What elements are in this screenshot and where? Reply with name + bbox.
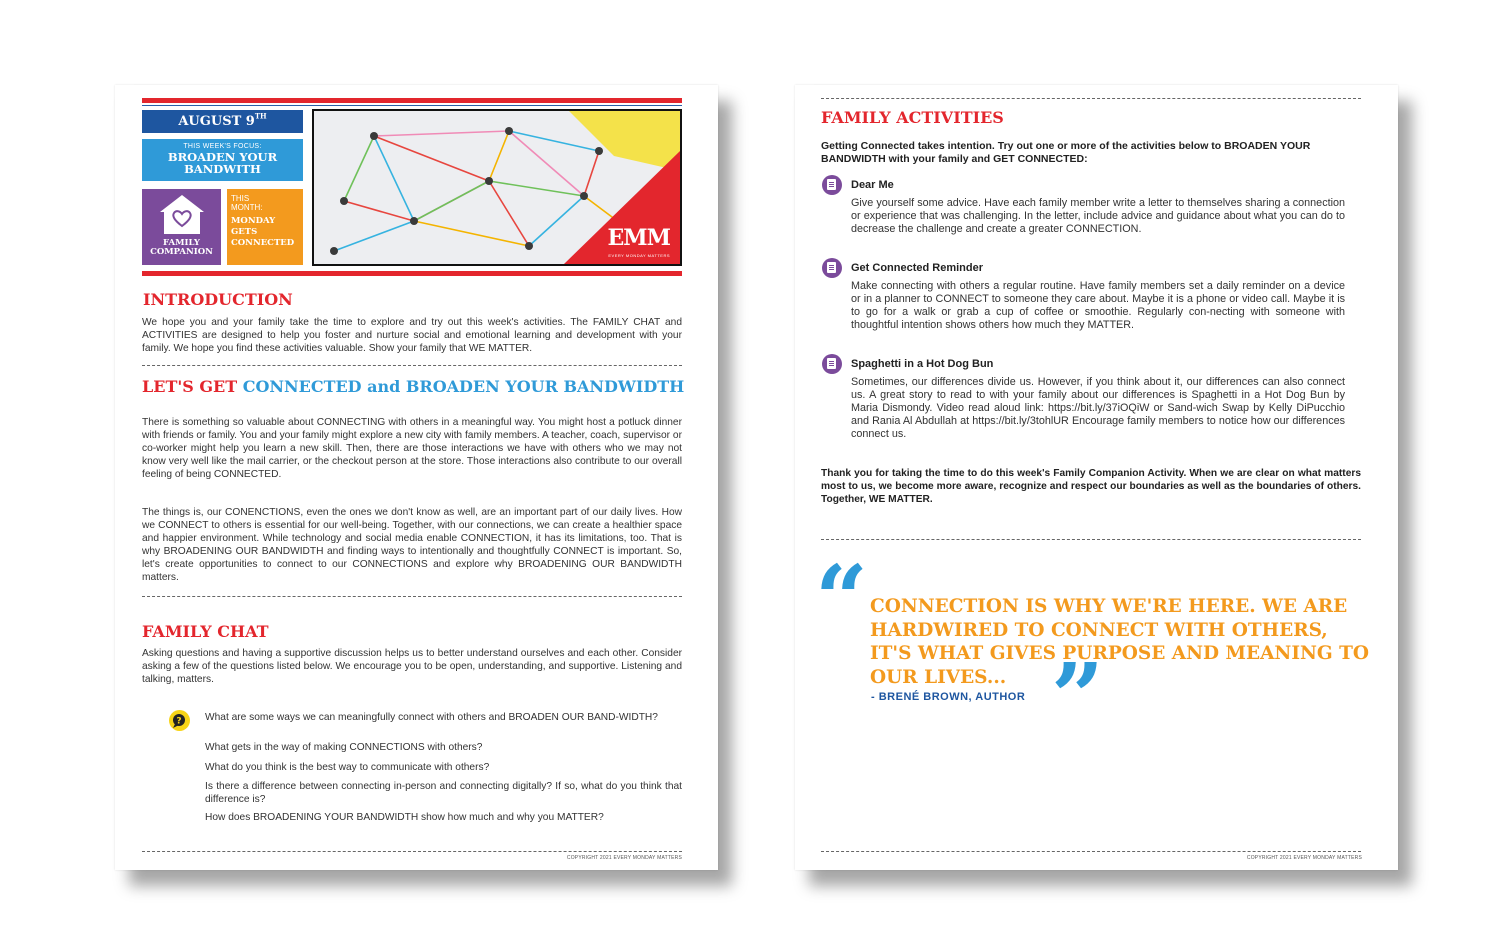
top-hairline: [142, 105, 682, 106]
house-heart-icon: [156, 192, 208, 236]
document-icon: [822, 258, 842, 278]
page-left: [115, 85, 718, 870]
footer-divider: [142, 851, 682, 852]
chat-bubble-icon: [169, 710, 190, 731]
divider: [142, 365, 682, 366]
open-quote-icon: “: [815, 545, 868, 653]
top-red-bar: [142, 98, 682, 103]
chat-question: Is there a difference between connecting in-person and connecting digitally? If so, what do you think that difference is?: [205, 781, 682, 805]
copyright-text: COPYRIGHT 2021 EVERY MONDAY MATTERS: [566, 855, 682, 861]
activity-body: Sometimes, our differences divide us. However, if you think about it, our differences can also connect us. A great story to read to with your family about our differences is Spaghetti in a Hot Dog Bun by Maria Dismondy. Video read aloud link: https://bit.ly/37iOQiW or Sand-wich Swap by Kelly DiPucchio and Rania Al Abdullah at https://bit.ly/3tohlUR Encourage family members to notice how our differences connect us.: [851, 376, 1345, 440]
emm-logo-sub: EVERY MONDAY MATTERS: [608, 253, 670, 258]
focus-label: THIS WEEK'S FOCUS:: [183, 143, 262, 150]
chat-question: What gets in the way of making CONNECTIONS with others?: [205, 742, 483, 753]
emm-logo: EMM: [607, 225, 670, 251]
connections-photo: [312, 109, 682, 266]
top-divider: [821, 98, 1361, 99]
activity-body: Make connecting with others a regular routine. Have family members set a daily reminder on a device or in a planner to CONNECT to someone they care about. Maybe it is a phone or video call. Maybe it is to go for a walk or grab a cup of coffee or smoothie. Regularly con-necting with someone with thoughtful intention shows others how much they MATTER.: [851, 280, 1345, 331]
chat-question: How does BROADENING YOUR BANDWIDTH show how much and why you MATTER?: [205, 812, 604, 823]
close-quote-icon: ”: [1051, 643, 1104, 751]
document-icon: [822, 354, 842, 374]
divider: [821, 539, 1361, 540]
connected-heading: [142, 377, 684, 396]
quote-author: - BRENÉ BROWN, AUTHOR: [871, 691, 1026, 703]
connected-paragraph-1: There is something so valuable about CONNECTING with others in a meaningful way. You might host a potluck dinner with friends or family. You and your family might explore a new city with family members. A teacher, coach, supervisor or co-worker might help you learn a new skill. Then, there are those interactions we have with others who we may not know very well like the mail carrier, or the checkout person at the store. Those interactions also contribute to our overall feeling of being CONNECTED.: [142, 417, 682, 480]
activities-heading: FAMILY ACTIVITIES: [821, 108, 1004, 127]
date-sup: TH: [254, 111, 267, 121]
quote-text: CONNECTION IS WHY WE'RE HERE. WE ARE HARDWIRED TO CONNECT WITH OTHERS, IT'S WHAT GIVES PURPOSE AND MEANING TO OUR LIVES...: [870, 596, 1370, 688]
intro-text: We hope you and your family take the time to explore and try out this week's activities. The FAMILY CHAT and ACTIVITIES are designed to help you foster and nurture social and emotional learning and development with your family. We hope you find these activities valuable. Show your family that WE MATTER.: [142, 317, 682, 354]
month-label: THIS MONTH:: [231, 194, 263, 212]
connected-heading-blue: CONNECTED and BROADEN YOUR BANDWIDTH: [242, 377, 685, 396]
connected-paragraph-2: The things is, our CONENCTIONS, even the ones we don't know as well, are an important part of our daily lives. How we CONNECT to others is essential for our well-being. Together, with our connections, we can create a healthier space and happier environment. While technology and social media enable CONNECTION, it has its limitations, too. That is why BROADENING OUR BANDWIDTH and finding ways to intentionally and thoughtfully CONNECT is important. So, let's create opportunities to connect to our CONNECTIONS and explore why BROADENING OUR BANDWIDTH matters.: [142, 507, 682, 583]
chat-heading: FAMILY CHAT: [142, 622, 269, 641]
copyright-text: COPYRIGHT 2021 EVERY MONDAY MATTERS: [1246, 855, 1362, 861]
divider: [142, 596, 682, 597]
focus-box: [142, 139, 303, 181]
family-companion-badge: [142, 189, 221, 265]
svg-text:?: ?: [176, 716, 182, 727]
focus-title: BROADEN YOUR BANDWITH: [167, 150, 278, 176]
footer-divider: [821, 851, 1361, 852]
companion-label: FAMILY COMPANION: [150, 238, 213, 257]
page-right: [795, 85, 1398, 870]
month-box: [227, 189, 303, 265]
intro-heading: INTRODUCTION: [143, 290, 293, 309]
chat-question: What are some ways we can meaningfully connect with others and BROADEN OUR BAND-WIDTH?: [205, 712, 658, 723]
date-banner: [142, 110, 303, 133]
bottom-red-bar: [142, 271, 682, 276]
activity-title: Spaghetti in a Hot Dog Bun: [851, 358, 994, 370]
activities-intro: Getting Connected takes intention. Try out one or more of the activities below to BROADEN YOUR BANDWIDTH with your family and GET CONNECTED:: [821, 140, 1311, 165]
activity-title: Get Connected Reminder: [851, 262, 984, 274]
month-title: MONDAY GETS CONNECTED: [231, 216, 295, 248]
question-bubble-icon: [169, 710, 190, 731]
date-text: AUGUST 9: [178, 114, 255, 129]
activity-body: Give yourself some advice. Have each family member write a letter to themselves sharing a connection or experience that was challenging. In the letter, include advice and guidance about what you can do to decrease the challenge and create a greater CONNECTION.: [851, 197, 1345, 235]
chat-intro: Asking questions and having a supportive discussion helps us to better understand ourselves and each other. Consider asking a few of the questions listed below. We encourage you to be open, understanding, and supportive. Listening and talking, matters.: [142, 648, 682, 685]
document-icon: [822, 175, 842, 195]
activity-title: Dear Me: [851, 179, 894, 191]
thanks-text: Thank you for taking the time to do this week's Family Companion Activity. When we are clear on what matters most to us, we become more aware, recognize and respect our boundaries as well as the boundaries of others. Together, WE MATTER.: [821, 468, 1361, 505]
connected-heading-red: LET'S GET: [142, 377, 243, 396]
chat-question: What do you think is the best way to communicate with others?: [205, 762, 490, 773]
